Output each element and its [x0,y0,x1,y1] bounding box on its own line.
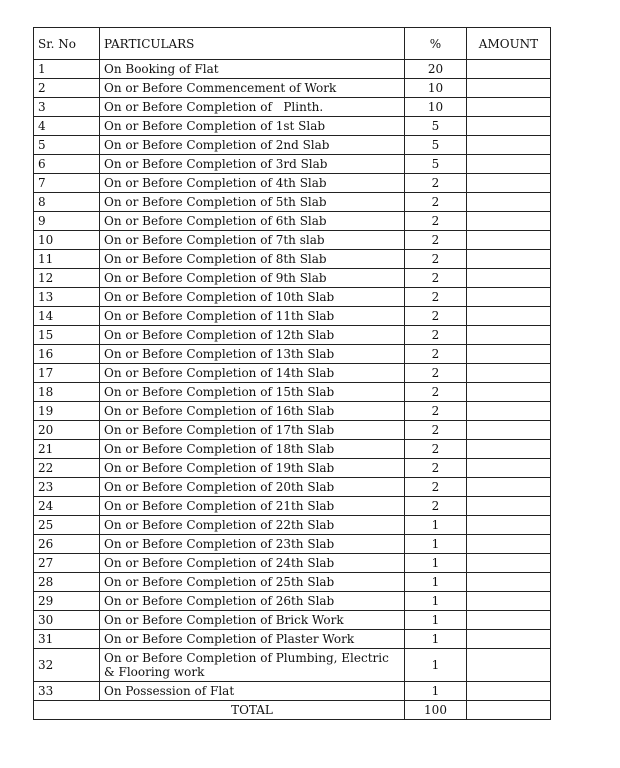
table-row [34,193,551,212]
particulars-cell: On or Before Completion of 1st Slab [100,117,405,136]
header-sr-no: Sr. No [34,28,100,60]
percent-cell: 1 [405,516,467,535]
table-row [34,535,551,554]
amount-cell [467,79,551,98]
table-row [34,421,551,440]
table-row [34,212,551,231]
percent-cell: 1 [405,630,467,649]
amount-cell [467,212,551,231]
sr-no-cell: 22 [34,459,100,478]
sr-no-cell: 10 [34,231,100,250]
particulars-cell: On or Before Completion of 26th Slab [100,592,405,611]
amount-cell [467,573,551,592]
percent-cell: 1 [405,592,467,611]
particulars-cell: On or Before Completion of 17th Slab [100,421,405,440]
sr-no-cell: 32 [34,649,100,682]
percent-cell: 5 [405,136,467,155]
sr-no-cell: 17 [34,364,100,383]
payment-schedule-table [33,27,551,720]
percent-cell: 2 [405,174,467,193]
percent-cell: 2 [405,193,467,212]
amount-cell [467,611,551,630]
table-row [34,630,551,649]
amount-cell [467,60,551,79]
percent-cell: 2 [405,250,467,269]
amount-cell [467,250,551,269]
amount-cell [467,592,551,611]
sr-no-cell: 29 [34,592,100,611]
particulars-cell: On or Before Completion of 22th Slab [100,516,405,535]
sr-no-cell: 16 [34,345,100,364]
table-row [34,345,551,364]
sr-no-cell: 23 [34,478,100,497]
percent-cell: 2 [405,231,467,250]
particulars-cell: On or Before Completion of 15th Slab [100,383,405,402]
percent-cell: 10 [405,79,467,98]
particulars-cell: On or Before Completion of Brick Work [100,611,405,630]
table-row [34,269,551,288]
table-row [34,516,551,535]
percent-cell: 2 [405,497,467,516]
amount-cell [467,478,551,497]
table-header [34,28,551,60]
table-row [34,250,551,269]
percent-cell: 1 [405,554,467,573]
amount-cell [467,155,551,174]
particulars-cell: On or Before Completion of 18th Slab [100,440,405,459]
amount-cell [467,459,551,478]
particulars-cell: On Possession of Flat [100,682,405,701]
amount-cell [467,231,551,250]
amount-cell [467,174,551,193]
table-row [34,682,551,701]
amount-cell [467,193,551,212]
table-row [34,364,551,383]
percent-cell: 1 [405,611,467,630]
sr-no-cell: 26 [34,535,100,554]
table-row [34,326,551,345]
header-amount: AMOUNT [467,28,551,60]
sr-no-cell: 14 [34,307,100,326]
amount-cell [467,630,551,649]
particulars-cell: On or Before Completion of 8th Slab [100,250,405,269]
sr-no-cell: 6 [34,155,100,174]
percent-cell: 2 [405,364,467,383]
sr-no-cell: 30 [34,611,100,630]
particulars-cell: On or Before Completion of 12th Slab [100,326,405,345]
amount-cell [467,364,551,383]
percent-cell: 1 [405,682,467,701]
sr-no-cell: 11 [34,250,100,269]
particulars-cell: On or Before Completion of 25th Slab [100,573,405,592]
table-row [34,117,551,136]
amount-cell [467,345,551,364]
percent-cell: 2 [405,459,467,478]
particulars-cell: On or Before Completion of 7th slab [100,231,405,250]
sr-no-cell: 8 [34,193,100,212]
particulars-cell: On or Before Completion of 20th Slab [100,478,405,497]
particulars-cell: On or Before Completion of 10th Slab [100,288,405,307]
particulars-cell: On or Before Completion of 11th Slab [100,307,405,326]
table-row [34,440,551,459]
sr-no-cell: 13 [34,288,100,307]
header-row [34,28,551,60]
percent-cell: 2 [405,326,467,345]
table-row [34,307,551,326]
particulars-cell: On or Before Completion of Plaster Work [100,630,405,649]
sr-no-cell: 9 [34,212,100,231]
particulars-cell: On or Before Completion of 9th Slab [100,269,405,288]
table-row [34,79,551,98]
percent-cell: 2 [405,345,467,364]
amount-cell [467,117,551,136]
total-percent: 100 [405,701,467,720]
sr-no-cell: 4 [34,117,100,136]
particulars-cell: On or Before Completion of 3rd Slab [100,155,405,174]
total-amount-cell [467,701,551,720]
percent-cell: 2 [405,307,467,326]
sr-no-cell: 21 [34,440,100,459]
table-row [34,478,551,497]
percent-cell: 20 [405,60,467,79]
table-row [34,402,551,421]
amount-cell [467,269,551,288]
percent-cell: 2 [405,383,467,402]
percent-cell: 5 [405,117,467,136]
amount-cell [467,535,551,554]
table-row [34,592,551,611]
amount-cell [467,649,551,682]
table-row [34,288,551,307]
particulars-cell: On or Before Completion of Plumbing, Electric & Flooring work [100,649,405,682]
amount-cell [467,136,551,155]
percent-cell: 2 [405,402,467,421]
amount-cell [467,516,551,535]
amount-cell [467,288,551,307]
particulars-cell: On or Before Commencement of Work [100,79,405,98]
sr-no-cell: 1 [34,60,100,79]
table-row [34,573,551,592]
amount-cell [467,402,551,421]
particulars-cell: On or Before Completion of 24th Slab [100,554,405,573]
particulars-cell: On or Before Completion of 13th Slab [100,345,405,364]
percent-cell: 2 [405,269,467,288]
table-row [34,554,551,573]
total-label: TOTAL [100,701,405,720]
amount-cell [467,497,551,516]
header-particulars: PARTICULARS [100,28,405,60]
amount-cell [467,307,551,326]
table-row [34,136,551,155]
percent-cell: 5 [405,155,467,174]
percent-cell: 1 [405,573,467,592]
particulars-cell: On or Before Completion of 4th Slab [100,174,405,193]
table-row [34,174,551,193]
sr-no-cell: 19 [34,402,100,421]
sr-no-cell: 12 [34,269,100,288]
sr-no-cell: 15 [34,326,100,345]
particulars-cell: On or Before Completion of 6th Slab [100,212,405,231]
sr-no-cell: 24 [34,497,100,516]
percent-cell: 10 [405,98,467,117]
sr-no-cell: 27 [34,554,100,573]
table-row [34,459,551,478]
total-row [34,701,551,720]
amount-cell [467,440,551,459]
percent-cell: 2 [405,212,467,231]
sr-no-cell: 5 [34,136,100,155]
percent-cell: 2 [405,288,467,307]
percent-cell: 2 [405,478,467,497]
table-row [34,98,551,117]
percent-cell: 2 [405,421,467,440]
particulars-cell: On or Before Completion of 21th Slab [100,497,405,516]
particulars-cell: On Booking of Flat [100,60,405,79]
percent-cell: 1 [405,649,467,682]
table-body [34,60,551,720]
particulars-cell: On or Before Completion of 2nd Slab [100,136,405,155]
sr-no-cell: 31 [34,630,100,649]
table-row [34,231,551,250]
table-row [34,60,551,79]
sr-no-cell: 28 [34,573,100,592]
percent-cell: 1 [405,535,467,554]
sr-no-cell: 20 [34,421,100,440]
sr-no-cell: 7 [34,174,100,193]
particulars-cell: On or Before Completion of 16th Slab [100,402,405,421]
amount-cell [467,326,551,345]
percent-cell: 2 [405,440,467,459]
sr-no-cell: 33 [34,682,100,701]
particulars-cell: On or Before Completion of Plinth. [100,98,405,117]
particulars-cell: On or Before Completion of 23th Slab [100,535,405,554]
amount-cell [467,682,551,701]
table-row [34,497,551,516]
amount-cell [467,421,551,440]
particulars-cell: On or Before Completion of 5th Slab [100,193,405,212]
sr-no-cell: 3 [34,98,100,117]
amount-cell [467,98,551,117]
particulars-cell: On or Before Completion of 14th Slab [100,364,405,383]
table-row [34,155,551,174]
total-blank-cell [34,701,100,720]
table-row [34,611,551,630]
sr-no-cell: 18 [34,383,100,402]
sr-no-cell: 2 [34,79,100,98]
header-percent: % [405,28,467,60]
amount-cell [467,383,551,402]
sr-no-cell: 25 [34,516,100,535]
table-row [34,383,551,402]
amount-cell [467,554,551,573]
table-row [34,649,551,682]
particulars-cell: On or Before Completion of 19th Slab [100,459,405,478]
